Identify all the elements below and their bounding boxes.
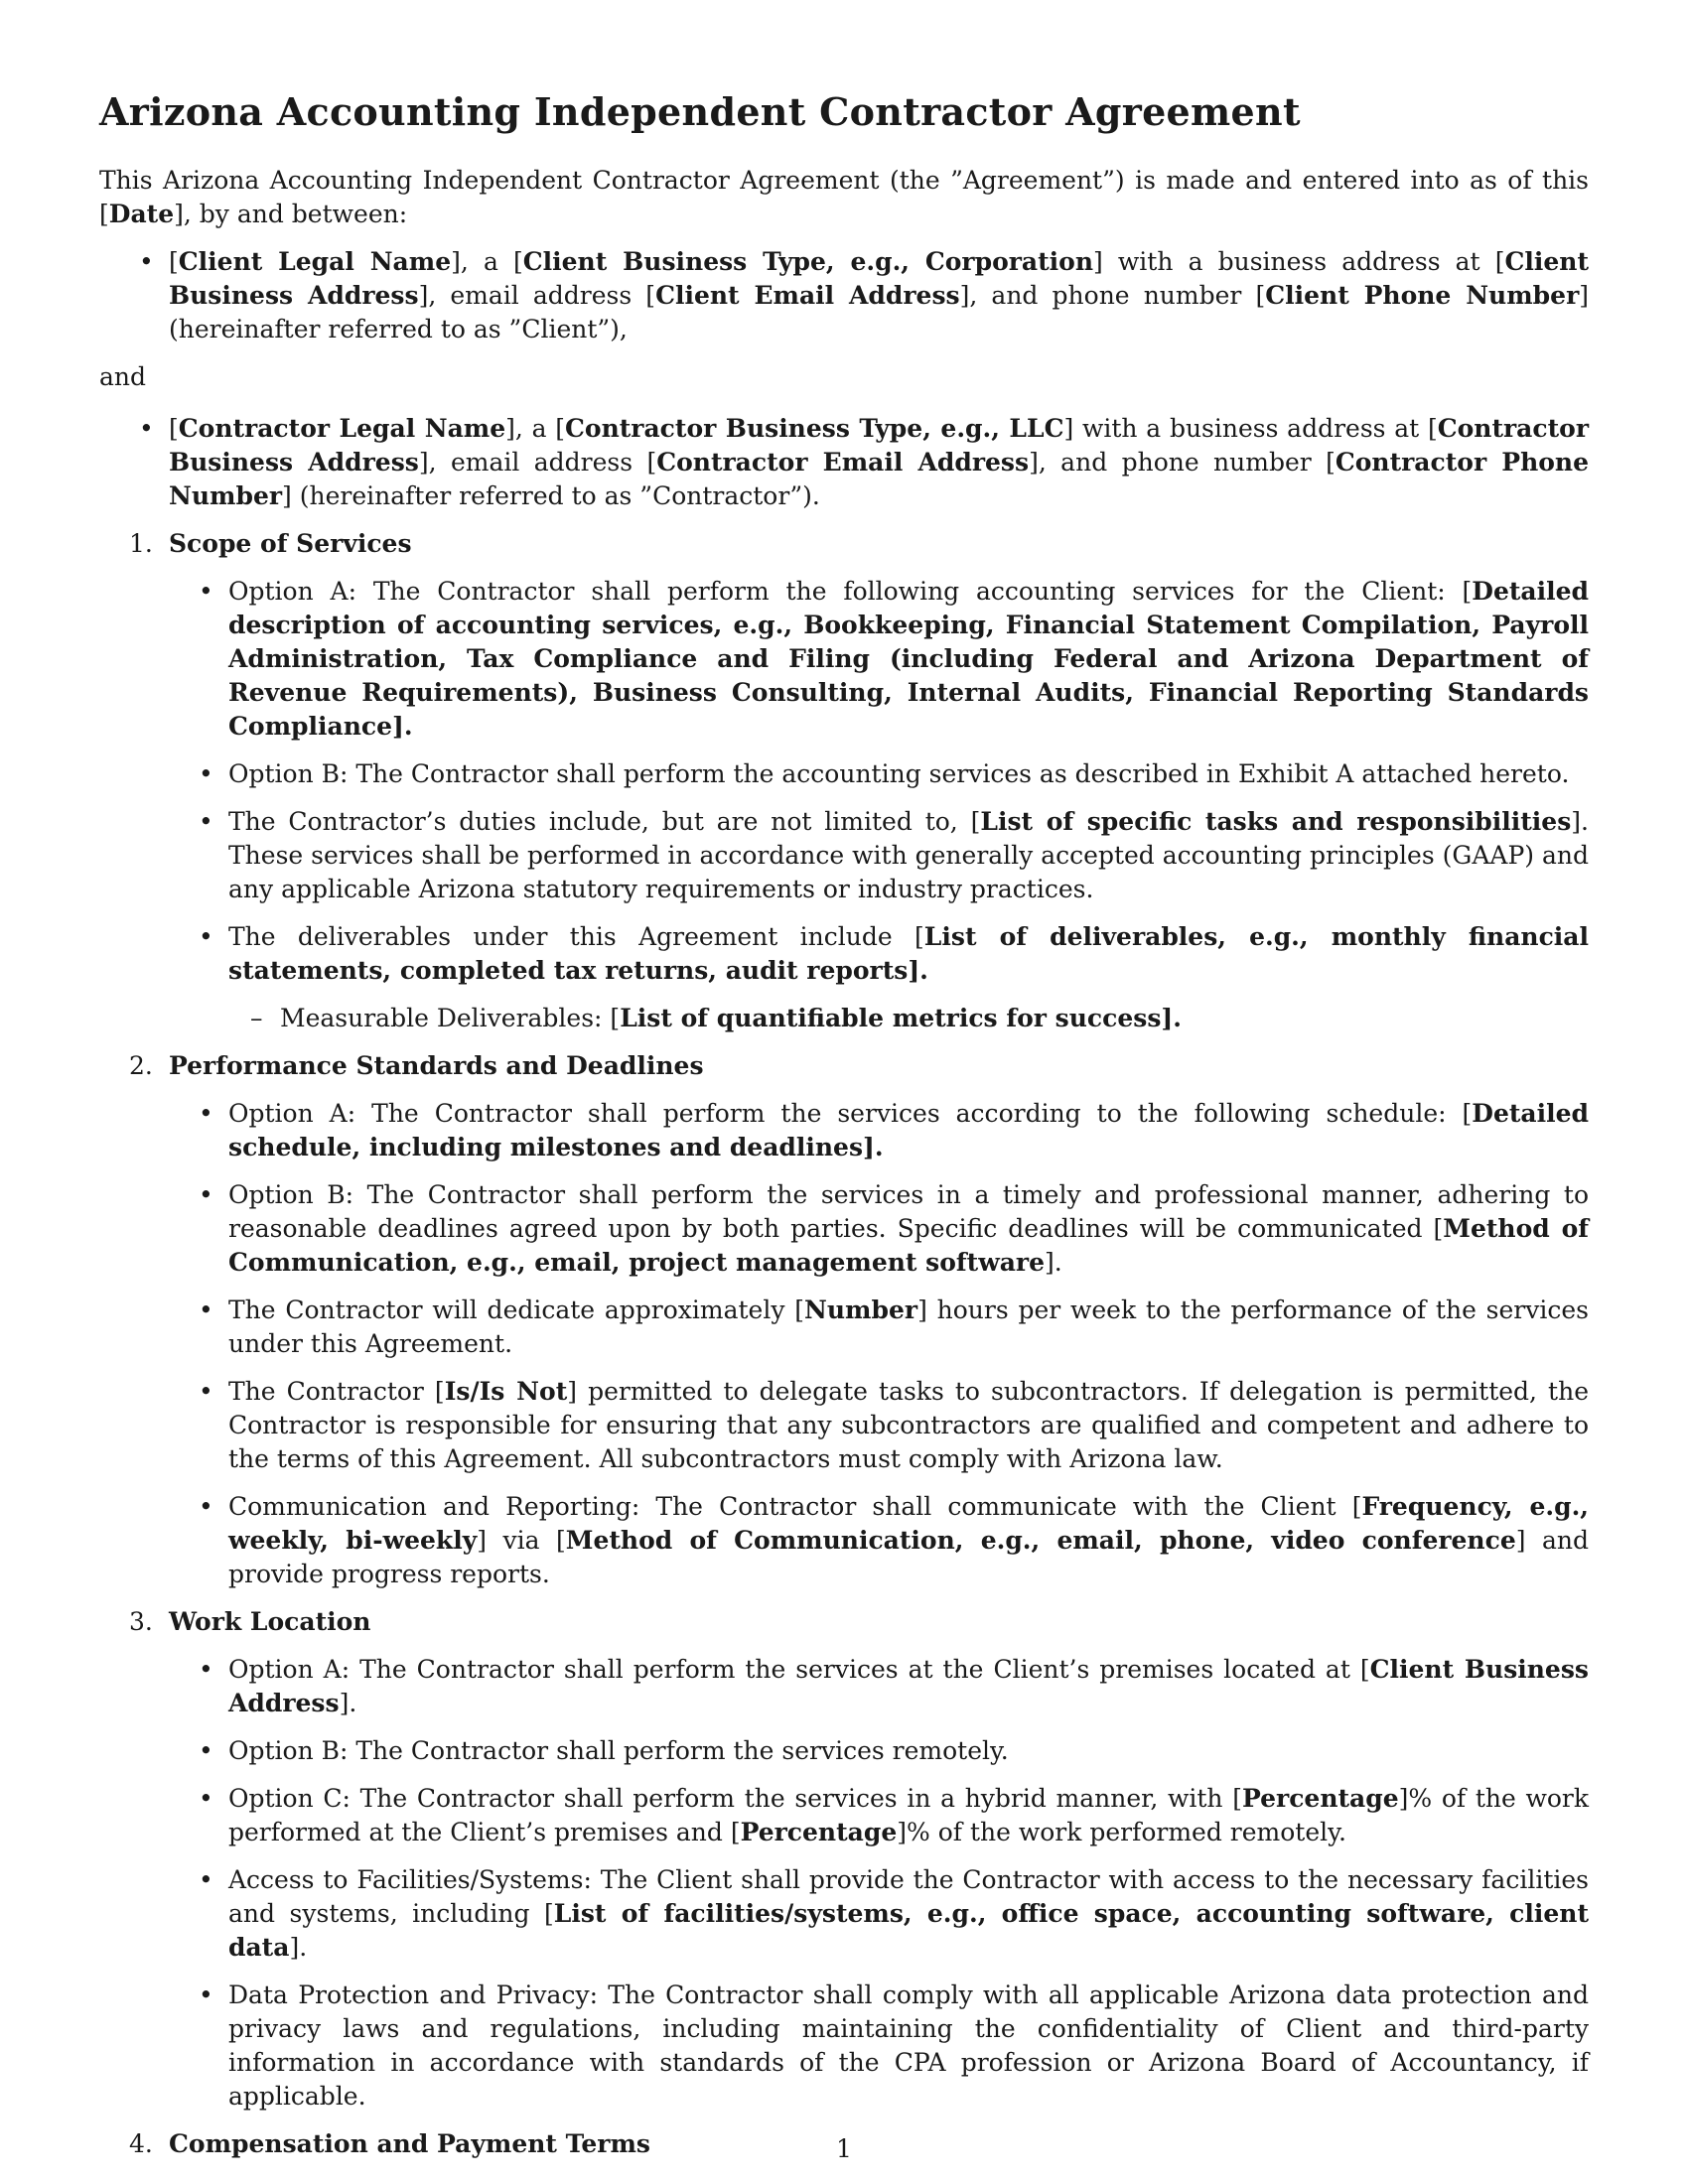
intro-text: ], by and between: [174,200,408,228]
and-connector: and [99,362,147,391]
list-item [99,1294,1589,1361]
text: ]. These services shall be performed in accordance with generally accepted accounting principles (GAAP) and any applicable Arizona statutory requirements or industry practices. [228,807,1589,903]
list-item [99,1178,1589,1280]
list-item [99,1490,1589,1591]
text: Measurable Deliverables: [ [280,1004,621,1032]
placeholder-client-business-type: Client Business Type, e.g., Corporation [522,247,1094,276]
list-item [99,1097,1589,1164]
placeholder-tasks: List of specific tasks and responsibilities [980,807,1572,836]
text: Option A: The Contractor shall perform the services according to the following schedule: [ [228,1099,1473,1128]
text: The Contractor [ [228,1377,445,1406]
section-performance-standards [99,1049,1589,1591]
placeholder-client-phone: Client Phone Number [1265,281,1580,310]
text: ], and phone number [ [1029,448,1336,477]
text: ] (hereinafter referred to as ”Client”), [169,281,1590,343]
section-number: 2. [129,1051,153,1080]
text: ] with a business address at [ [1093,247,1505,276]
placeholder-contractor-business-type: Contractor Business Type, e.g., LLC [565,414,1064,443]
text: ] (hereinafter referred to as ”Contractor”). [282,481,820,510]
list-item [99,920,1589,1035]
list-item [99,1653,1589,1720]
contractor-party [99,412,1589,513]
section-number: 1. [129,529,153,558]
section-work-location [99,1605,1589,2114]
placeholder-client-email: Client Email Address [655,281,960,310]
list-item: • Option B: The Contractor shall perform the services remotely. [99,1734,1589,1768]
text: ]. [289,1933,308,1962]
sub-list-item [228,1002,1589,1035]
text: ], email address [ [418,281,656,310]
placeholder-contractor-phone: Contractor Phone Number [169,448,1590,510]
sub-list [228,1002,1589,1035]
section-items [99,1653,1589,2114]
list-item [99,1375,1589,1476]
text: ]. [1161,1004,1182,1032]
text: ]. [863,1133,884,1161]
placeholder-metrics: List of quantifiable metrics for success [620,1004,1162,1032]
text: Communication and Reporting: The Contractor shall communicate with the Client [ [228,1492,1362,1521]
section-heading [99,1605,1589,1639]
placeholder-contractor-email: Contractor Email Address [656,448,1030,477]
section-heading [99,527,1589,561]
client-party-list [99,245,1589,346]
section-items [99,1097,1589,1591]
text: The deliverables under this Agreement include [ [228,922,924,951]
placeholder-contractor-legal-name: Contractor Legal Name [178,414,506,443]
text: [ [169,414,179,443]
text: ]% of the work performed at the Client’s premises and [ [228,1784,1589,1846]
section-items [99,575,1589,1035]
section-title: Compensation and Payment Terms [169,2129,650,2158]
list-item [99,1782,1589,1849]
text: Option A: The Contractor shall perform the following accounting services for the Client: [ [228,577,1473,606]
text: ], a [ [451,247,523,276]
placeholder-schedule: Detailed schedule, including milestones and deadlines [228,1099,1589,1161]
section-title: Scope of Services [169,529,412,558]
text: ] with a business address at [ [1063,414,1438,443]
text: ] permitted to delegate tasks to subcontractors. If delegation is permitted, the Contractor is responsible for ensuring that any subcontractors are qualified and competent and adhere to the terms of this Agreement. All subcontractors must comply with Arizona law. [228,1377,1589,1473]
contractor-party-list [99,412,1589,513]
section-list [99,527,1589,2161]
text: Access to Facilities/Systems: The Client shall provide the Contractor with access to the necessary facilities and systems, including [ [228,1865,1589,1928]
placeholder-deliverables: List of deliverables, e.g., monthly financial statements, completed tax returns, audit reports [228,922,1590,985]
placeholder-client-business-address: Client Business Address [228,1655,1589,1717]
text: ]. [392,712,413,741]
section-number: 4. [129,2129,153,2158]
section-title: Performance Standards and Deadlines [169,1051,704,1080]
placeholder-services-description: Detailed description of accounting services, e.g., Bookkeeping, Financial Statement Compilation, Payroll Administration, Tax Compliance and Filing (including Federal and Arizona Department of Revenue Requirements), Business Consulting, Internal Audits, Financial Reporting Standards Compliance [228,577,1589,741]
placeholder-frequency: Frequency, e.g., weekly, bi-weekly [228,1492,1589,1555]
text: ]. [908,956,928,985]
text: ] and provide progress reports. [228,1526,1589,1588]
list-item: • Data Protection and Privacy: The Contractor shall comply with all applicable Arizona data protection and privacy laws and regulations, including maintaining the confidentiality of Client and third-party information in accordance with standards of the CPA profession or Arizona Board of Accountancy, if applicable. [99,1979,1589,2114]
section-title: Work Location [169,1607,371,1636]
intro-text: This Arizona Accounting Independent Contractor Agreement (the ”Agreement”) is made and entered into as of this [ [99,166,1589,228]
document-page [99,89,1589,2175]
text: Option A: The Contractor shall perform the services at the Client’s premises located at [ [228,1655,1370,1684]
text: ] via [ [477,1526,566,1555]
text: The Contractor’s duties include, but are not limited to, [ [228,807,981,836]
client-party [99,245,1589,346]
intro-paragraph [99,164,1589,231]
section-number: 3. [129,1607,153,1636]
placeholder-client-legal-name: Client Legal Name [178,247,452,276]
text: ], a [ [505,414,566,443]
placeholder-delegation: Is/Is Not [444,1377,568,1406]
text: The Contractor will dedicate approximately [ [228,1296,805,1324]
document-title: Arizona Accounting Independent Contractor Agreement [99,89,1301,134]
list-item [99,575,1589,744]
list-item [99,805,1589,906]
placeholder-client-business-address: Client Business Address [169,247,1590,310]
text: ], and phone number [ [959,281,1266,310]
placeholder-hours: Number [804,1296,918,1324]
list-item: • Option B: The Contractor shall perform the accounting services as described in Exhibit A attached hereto. [99,757,1589,791]
text: [ [169,247,179,276]
page-number: 1 [836,2134,852,2163]
text: Option C: The Contractor shall perform the services in a hybrid manner, with [ [228,1784,1242,1813]
text: ] hours per week to the performance of the services under this Agreement. [228,1296,1589,1358]
text: ]. [339,1689,357,1717]
text: ], email address [ [418,448,657,477]
placeholder-contractor-business-address: Contractor Business Address [169,414,1590,477]
placeholder-date: Date [108,200,175,228]
text: Option B: The Contractor shall perform the services in a timely and professional manner, adhering to reasonable deadlines agreed upon by both parties. Specific deadlines will be communicated [ [228,1180,1589,1243]
placeholder-facilities: List of facilities/systems, e.g., office space, accounting software, client data [228,1899,1589,1962]
placeholder-percentage: Percentage [1241,1784,1399,1813]
section-heading [99,1049,1589,1083]
placeholder-percentage: Percentage [740,1818,898,1846]
section-scope-of-services [99,527,1589,1035]
text: ]. [1045,1248,1062,1277]
list-item [99,1863,1589,1965]
placeholder-communication-method: Method of Communication, e.g., email, project management software [228,1214,1589,1277]
placeholder-communication-channel: Method of Communication, e.g., email, phone, video conference [565,1526,1516,1555]
text: ]% of the work performed remotely. [897,1818,1346,1846]
